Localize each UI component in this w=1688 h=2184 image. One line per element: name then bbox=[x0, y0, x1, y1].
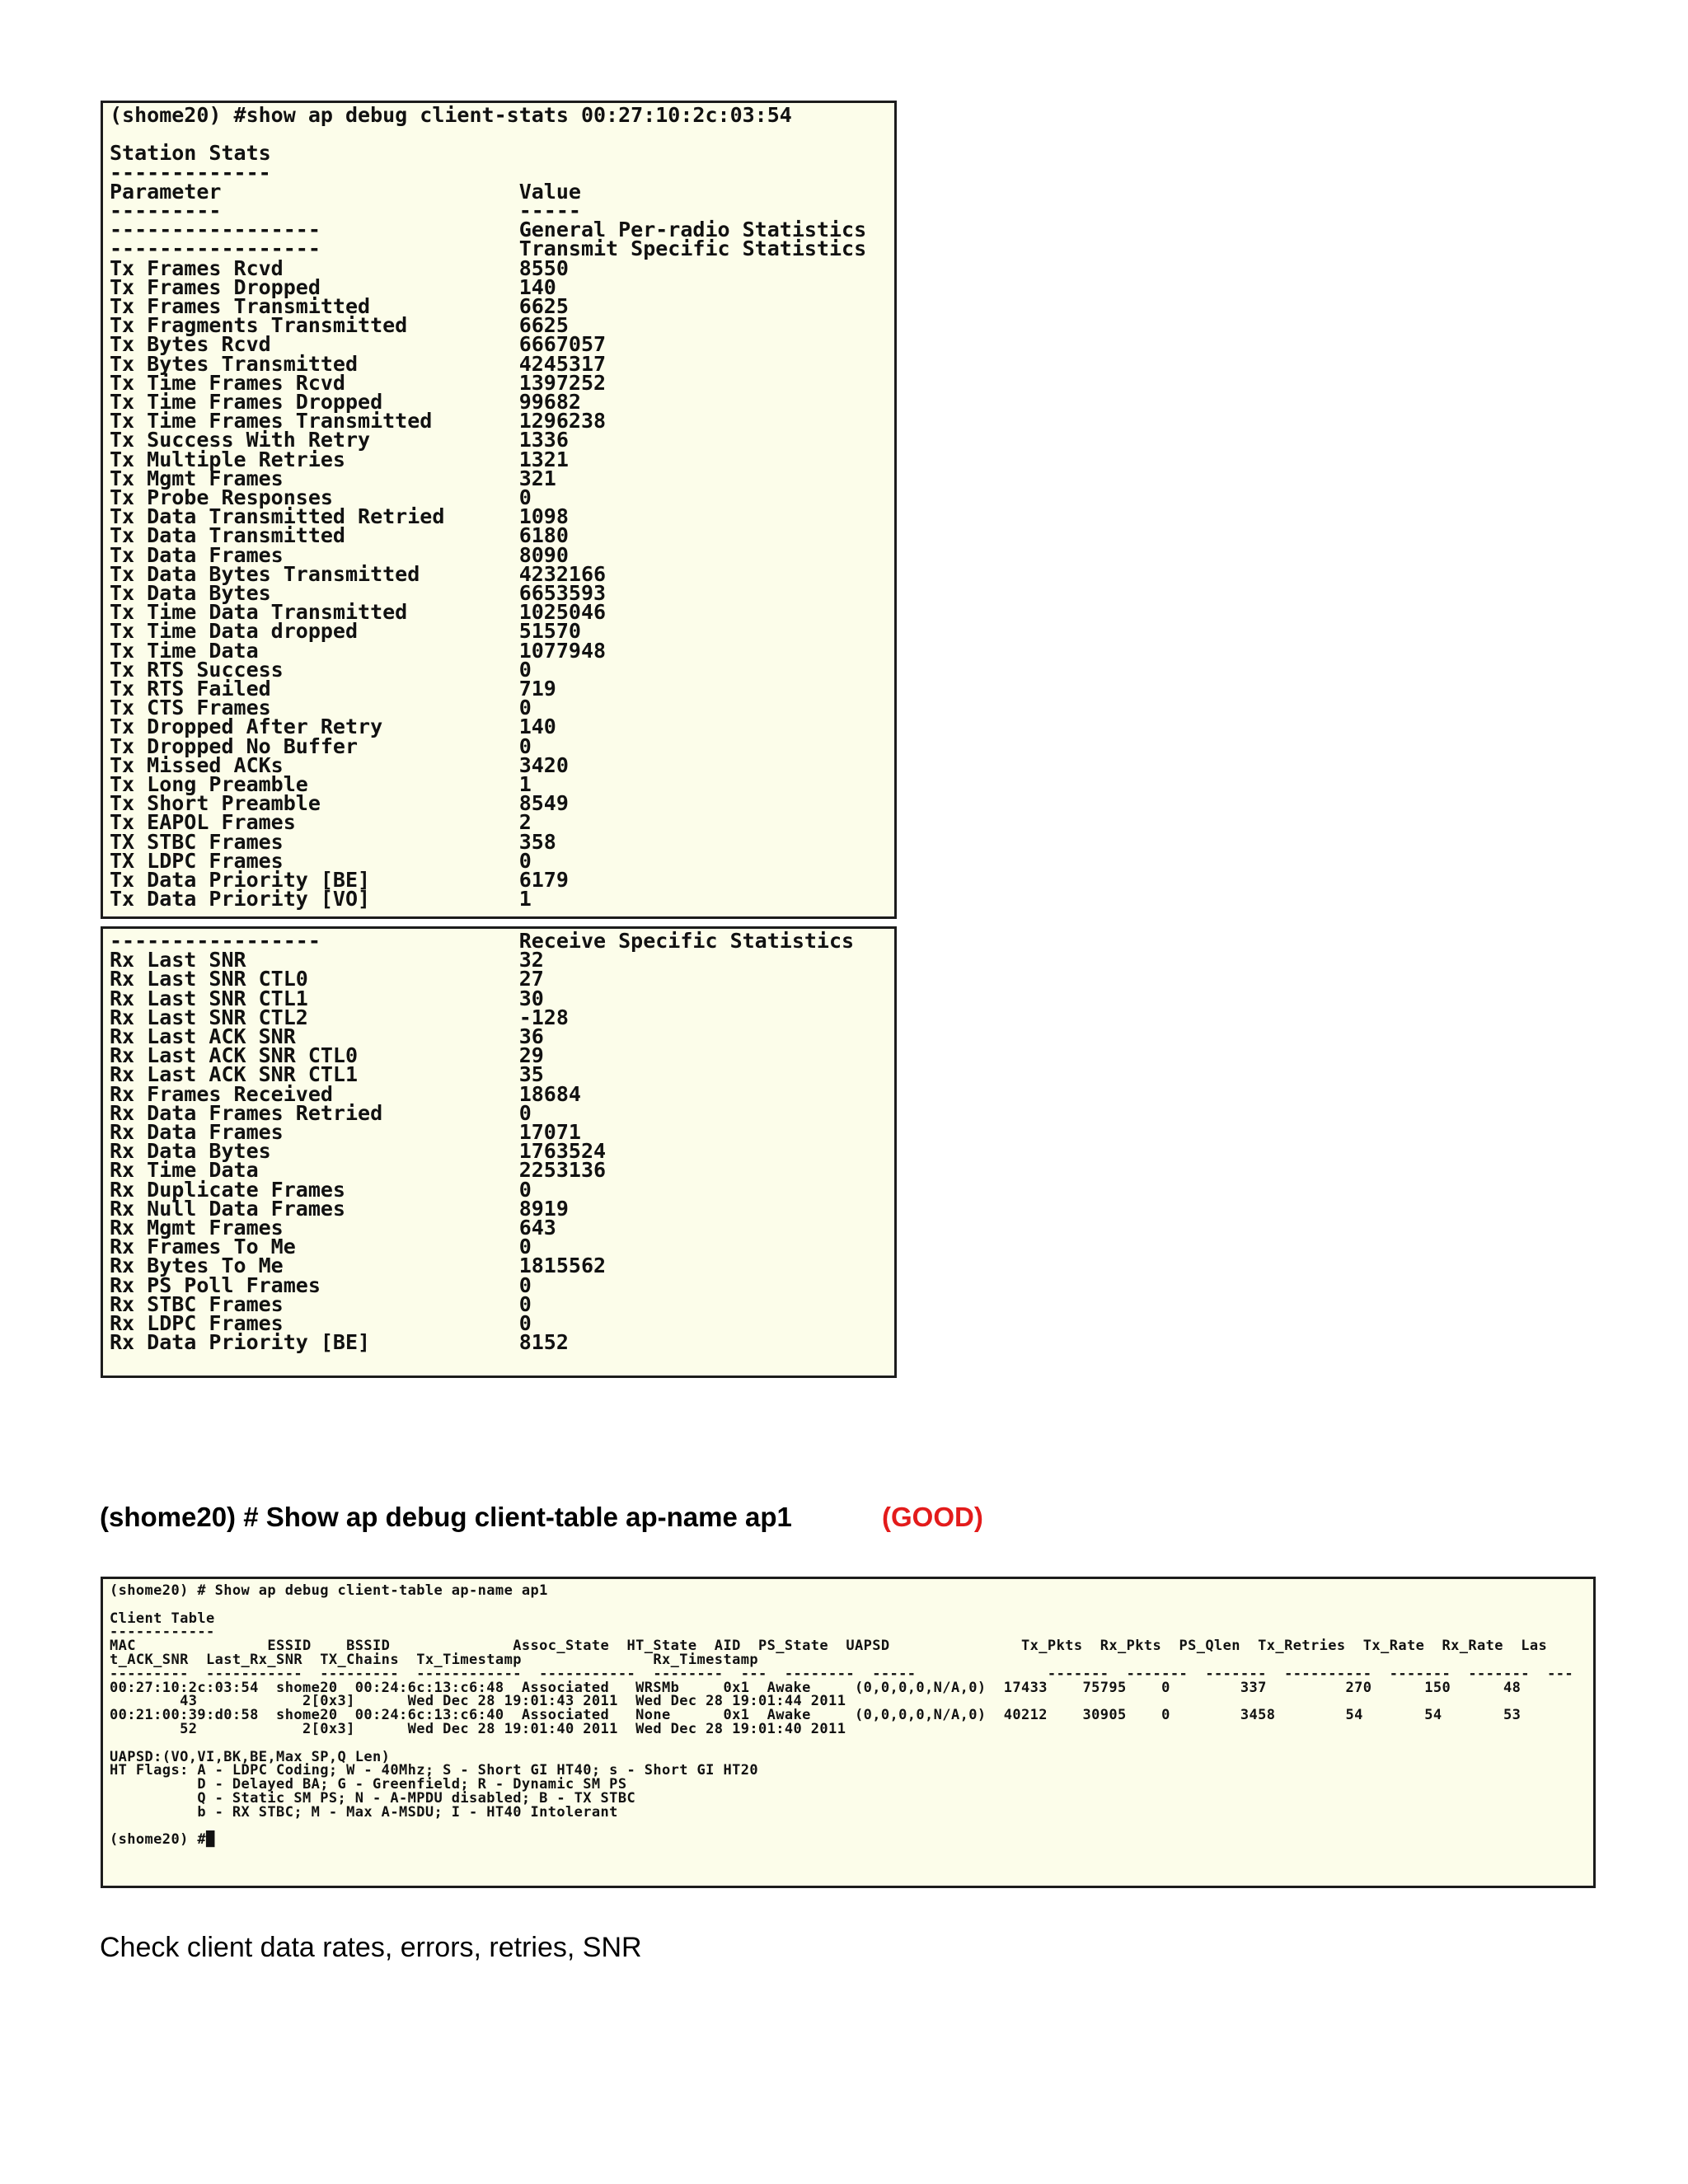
terminal-line: Tx Success With Retry 1336 bbox=[110, 428, 569, 452]
terminal-line: --------- ----- bbox=[110, 199, 581, 223]
terminal-line: Tx Bytes Rcvd 6667057 bbox=[110, 332, 607, 357]
terminal-line: --------- ----------- --------- ------------ ----------- -------- --- -------- ----- ------- ------- ------- ---------- ------- ------- --- bbox=[110, 1665, 1574, 1682]
terminal-line: Rx Last ACK SNR CTL0 29 bbox=[110, 1043, 544, 1068]
terminal-line: Tx Time Data 1077948 bbox=[110, 638, 607, 663]
terminal-line: Rx Data Priority [BE] 8152 bbox=[110, 1330, 569, 1355]
terminal-line: TX LDPC Frames 0 bbox=[110, 848, 532, 873]
terminal-line: Rx LDPC Frames 0 bbox=[110, 1311, 532, 1335]
terminal-line: Tx Mgmt Frames 321 bbox=[110, 466, 556, 490]
terminal-line: Tx CTS Frames 0 bbox=[110, 696, 532, 720]
terminal-line: t_ACK_SNR Last_Rx_SNR TX_Chains Tx_Timestamp Rx_Timestamp bbox=[110, 1652, 758, 1668]
terminal-line: b - RX STBC; M - Max A-MSDU; I - HT40 Intolerant bbox=[110, 1803, 618, 1821]
terminal-line: Rx PS Poll Frames 0 bbox=[110, 1272, 532, 1297]
terminal-line: Tx Data Bytes Transmitted 4232166 bbox=[110, 561, 607, 586]
terminal-line: Tx RTS Failed 719 bbox=[110, 677, 556, 701]
client-table-heading: (shome20) # Show ap debug client-table ap-name ap1 bbox=[100, 1502, 792, 1532]
terminal-line: Tx Data Transmitted Retried 1098 bbox=[110, 504, 569, 529]
terminal-line: Tx Short Preamble 8549 bbox=[110, 791, 569, 816]
terminal-line: ------------- bbox=[110, 160, 271, 185]
verdict-label: (GOOD) bbox=[882, 1502, 983, 1532]
terminal-line: Tx Time Frames Rcvd 1397252 bbox=[110, 370, 607, 395]
terminal-line: Tx Dropped After Retry 140 bbox=[110, 715, 556, 739]
terminal-line: Rx Data Frames Retried 0 bbox=[110, 1100, 532, 1125]
terminal-line: ----------------- General Per-radio Statistics bbox=[110, 218, 867, 242]
terminal-line: Tx Long Preamble 1 bbox=[110, 772, 532, 796]
terminal-line: Tx Data Transmitted 6180 bbox=[110, 523, 569, 548]
terminal-line: Rx Duplicate Frames 0 bbox=[110, 1177, 532, 1202]
terminal-line: Rx Frames Received 18684 bbox=[110, 1081, 581, 1106]
terminal-line: Tx Time Frames Transmitted 1296238 bbox=[110, 409, 607, 434]
terminal-line: (shome20) # Show ap debug client-table ap-name ap1 bbox=[110, 1582, 548, 1599]
terminal-line: TX STBC Frames 358 bbox=[110, 829, 556, 854]
terminal-line: ----------------- Transmit Specific Statistics bbox=[110, 237, 867, 261]
terminal-line: Tx Multiple Retries 1321 bbox=[110, 447, 569, 471]
client-stats-terminal bbox=[101, 101, 897, 919]
terminal-line: Rx Bytes To Me 1815562 bbox=[110, 1254, 607, 1278]
terminal-line: Tx Time Frames Dropped 99682 bbox=[110, 390, 581, 414]
terminal-line: Tx Data Frames 8090 bbox=[110, 542, 569, 567]
terminal-line: HT Flags: A - LDPC Coding; W - 40Mhz; S - Short GI HT40; s - Short GI HT20 bbox=[110, 1762, 758, 1779]
terminal-line: Rx Data Frames 17071 bbox=[110, 1120, 581, 1144]
terminal-line: 52 2[0x3] Wed Dec 28 19:01:40 2011 Wed Dec 28 19:01:40 2011 bbox=[110, 1721, 846, 1737]
terminal-line: Rx Time Data 2253136 bbox=[110, 1158, 607, 1183]
terminal-line: UAPSD:(VO,VI,BK,BE,Max SP,Q Len) bbox=[110, 1748, 391, 1765]
terminal-line: Rx Last ACK SNR CTL1 35 bbox=[110, 1062, 544, 1087]
terminal-line: Station Stats bbox=[110, 141, 271, 166]
terminal-line: 00:27:10:2c:03:54 shome20 00:24:6c:13:c6:48 Associated WRSMb 0x1 Awake (0,0,0,0,N/A,0) 17433 75795 0 337 270 150 48 bbox=[110, 1679, 1522, 1696]
terminal-line: Tx Frames Transmitted 6625 bbox=[110, 294, 569, 318]
terminal-line: Tx Frames Rcvd 8550 bbox=[110, 255, 569, 280]
terminal-line: MAC ESSID BSSID Assoc_State HT_State AID PS_State UAPSD Tx_Pkts Rx_Pkts PS_Qlen Tx_Retries Tx_Rate Rx_Rate Las bbox=[110, 1638, 1548, 1655]
terminal-line: Tx Time Data dropped 51570 bbox=[110, 619, 581, 644]
terminal-line: Rx Last SNR CTL1 30 bbox=[110, 986, 544, 1010]
terminal-line: Tx Frames Dropped 140 bbox=[110, 274, 556, 299]
terminal-line: Rx STBC Frames 0 bbox=[110, 1291, 532, 1316]
terminal-line: Q - Static SM PS; N - A-MPDU disabled; B - TX STBC bbox=[110, 1790, 636, 1807]
terminal-line: Tx Fragments Transmitted 6625 bbox=[110, 313, 569, 338]
terminal-line: (shome20) #show ap debug client-stats 00:27:10:2c:03:54 bbox=[110, 103, 792, 127]
terminal-line: Rx Last SNR CTL0 27 bbox=[110, 967, 544, 991]
terminal-line: Tx Missed ACKs 3420 bbox=[110, 752, 569, 777]
terminal-line: Rx Last SNR 32 bbox=[110, 948, 544, 972]
terminal-line: Tx Time Data Transmitted 1025046 bbox=[110, 600, 607, 625]
terminal-line: Tx EAPOL Frames 2 bbox=[110, 810, 532, 835]
terminal-line: Tx Data Bytes 6653593 bbox=[110, 581, 607, 605]
terminal-line: Rx Last ACK SNR 36 bbox=[110, 1024, 544, 1048]
terminal-line: ----------------- Receive Specific Statistics bbox=[110, 929, 855, 953]
terminal-line: Client Table bbox=[110, 1610, 215, 1627]
terminal-line: Rx Frames To Me 0 bbox=[110, 1235, 532, 1259]
terminal-line: Tx Bytes Transmitted 4245317 bbox=[110, 351, 607, 376]
terminal-line: (shome20) #█ bbox=[110, 1831, 215, 1849]
receive-stats-terminal bbox=[101, 926, 897, 1378]
terminal-line: Rx Null Data Frames 8919 bbox=[110, 1196, 569, 1221]
terminal-line: 43 2[0x3] Wed Dec 28 19:01:43 2011 Wed Dec 28 19:01:44 2011 bbox=[110, 1693, 846, 1710]
terminal-line: Rx Mgmt Frames 643 bbox=[110, 1216, 556, 1240]
terminal-line: 00:21:00:39:d0:58 shome20 00:24:6c:13:c6:40 Associated None 0x1 Awake (0,0,0,0,N/A,0) 40212 30905 0 3458 54 54 53 bbox=[110, 1707, 1522, 1724]
terminal-line: Rx Data Bytes 1763524 bbox=[110, 1139, 607, 1164]
terminal-line: Tx Data Priority [BE] 6179 bbox=[110, 868, 569, 892]
terminal-line: Tx RTS Success 0 bbox=[110, 657, 532, 682]
terminal-line: ------------ bbox=[110, 1624, 215, 1641]
terminal-line: Rx Last SNR CTL2 -128 bbox=[110, 1005, 569, 1029]
client-table-terminal bbox=[101, 1577, 1596, 1888]
terminal-line: Tx Dropped No Buffer 0 bbox=[110, 733, 532, 758]
terminal-line: Tx Probe Responses 0 bbox=[110, 485, 532, 509]
terminal-line: Parameter Value bbox=[110, 179, 581, 204]
caption-text: Check client data rates, errors, retries, SNR bbox=[100, 1932, 642, 1963]
terminal-line: Tx Data Priority [VO] 1 bbox=[110, 887, 532, 912]
terminal-line: D - Delayed BA; G - Greenfield; R - Dynamic SM PS bbox=[110, 1776, 627, 1793]
